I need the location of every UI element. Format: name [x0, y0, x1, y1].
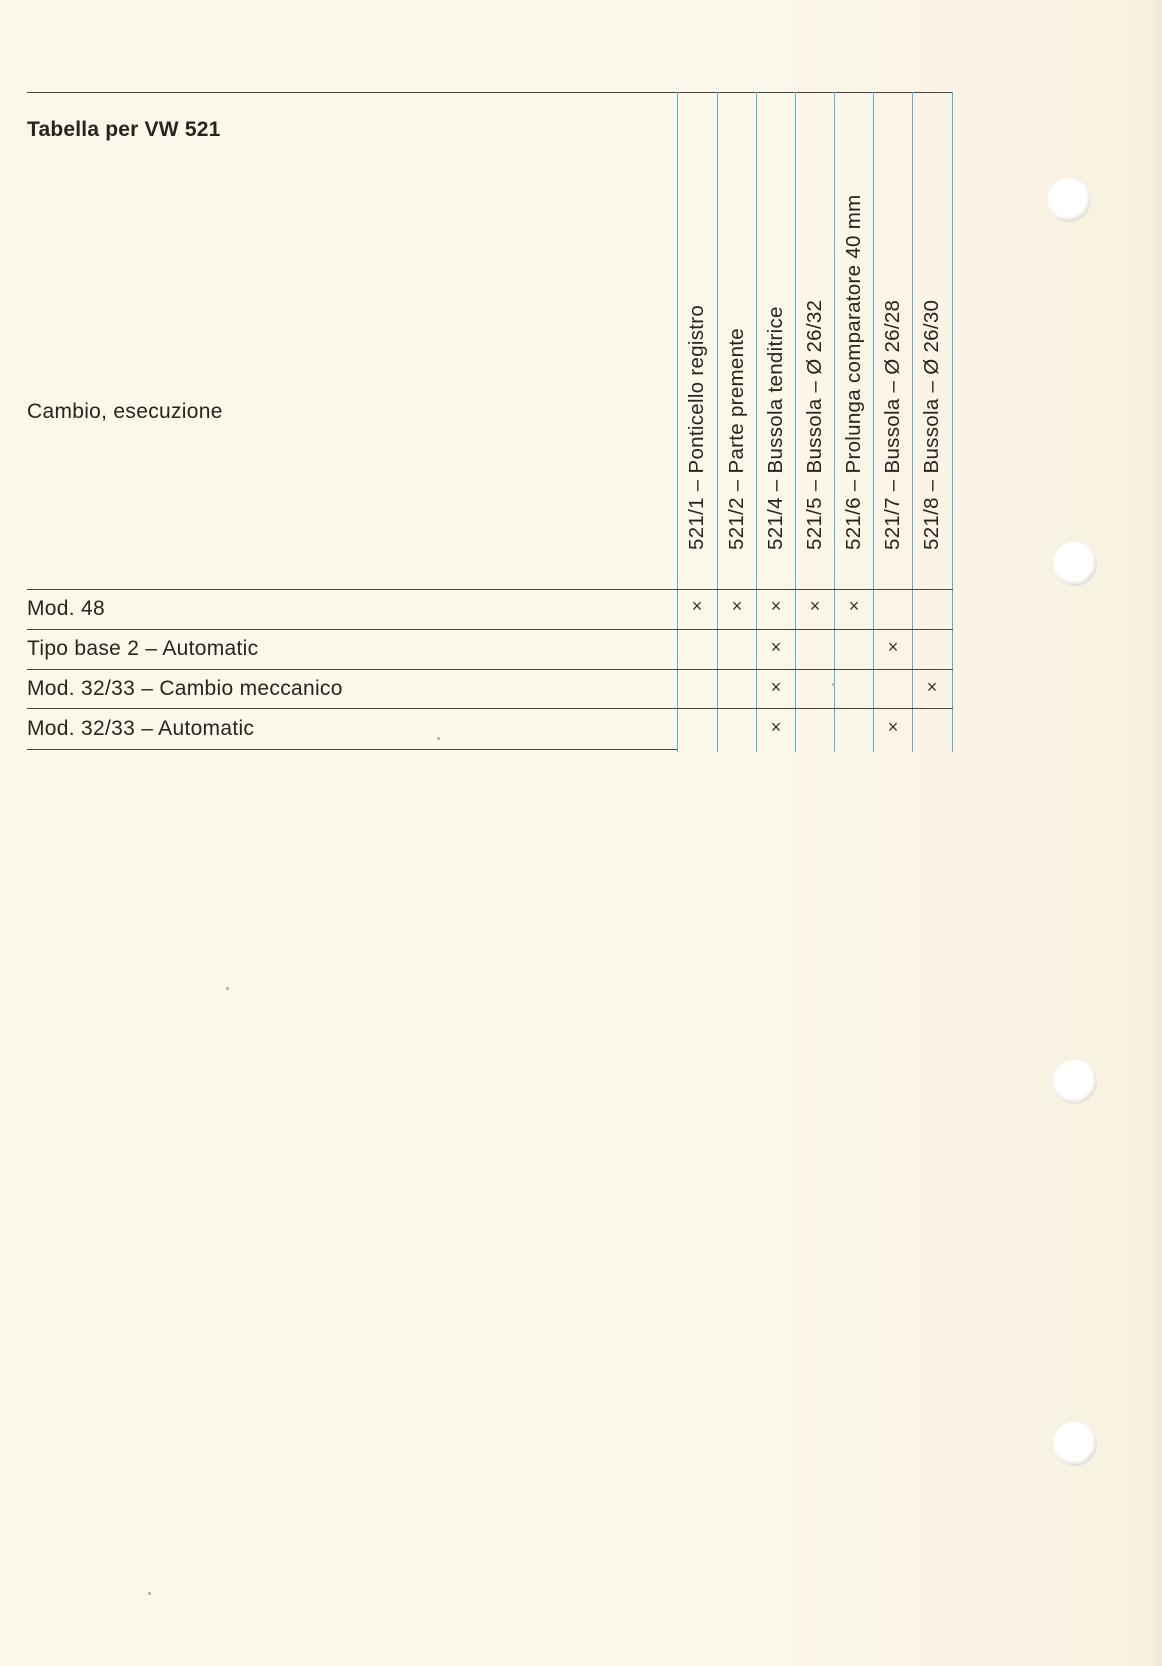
- row-label: Mod. 48: [27, 597, 105, 620]
- column-header: [834, 92, 874, 574]
- table-cell-mark: ×: [731, 596, 743, 616]
- table-cell-mark: ×: [848, 596, 860, 616]
- row-header-label: Cambio, esecuzione: [27, 400, 223, 423]
- punch-hole: [1047, 178, 1091, 222]
- table-cell-mark: ×: [887, 717, 899, 737]
- row-rule: [27, 669, 953, 670]
- paper-speck: [437, 737, 440, 740]
- column-header-label: 521/4 – Bussola tenditrice: [764, 306, 787, 550]
- page-edge-shadow: [1148, 0, 1162, 1666]
- table-cell-mark: ×: [770, 637, 782, 657]
- row-rule: [27, 589, 953, 590]
- table-cell-mark: ×: [770, 596, 782, 616]
- column-header: [795, 92, 835, 574]
- column-header: [912, 92, 952, 574]
- row-label: Tipo base 2 – Automatic: [27, 637, 259, 660]
- table-cell-mark: ×: [809, 596, 821, 616]
- column-header-label: 521/7 – Bussola – Ø 26/28: [881, 299, 904, 550]
- column-header: [677, 92, 717, 574]
- column-rule: [952, 92, 953, 752]
- column-header: [756, 92, 796, 574]
- paper-speck: [832, 683, 835, 686]
- column-header: [873, 92, 913, 574]
- column-header-label: 521/6 – Prolunga comparatore 40 mm: [842, 194, 865, 550]
- paper-speck: [148, 1592, 151, 1595]
- row-rule: [27, 749, 677, 750]
- punch-hole: [1053, 1060, 1097, 1104]
- column-header: [717, 92, 757, 574]
- row-rule: [27, 708, 953, 709]
- column-header-label: 521/8 – Bussola – Ø 26/30: [920, 299, 943, 550]
- table-cell-mark: ×: [691, 596, 703, 616]
- column-header-label: 521/1 – Ponticello registro: [685, 304, 708, 550]
- table-cell-mark: ×: [887, 637, 899, 657]
- page-title: Tabella per VW 521: [27, 118, 221, 141]
- row-label: Mod. 32/33 – Automatic: [27, 717, 255, 740]
- punch-hole: [1053, 1422, 1097, 1466]
- table-cell-mark: ×: [926, 677, 938, 697]
- table-cell-mark: ×: [770, 677, 782, 697]
- row-label: Mod. 32/33 – Cambio meccanico: [27, 677, 343, 700]
- punch-hole: [1053, 542, 1097, 586]
- table-cell-mark: ×: [770, 717, 782, 737]
- column-header-label: 521/2 – Parte premente: [725, 328, 748, 550]
- row-rule: [27, 629, 953, 630]
- paper-speck: [226, 987, 229, 990]
- column-header-label: 521/5 – Bussola – Ø 26/32: [803, 299, 826, 550]
